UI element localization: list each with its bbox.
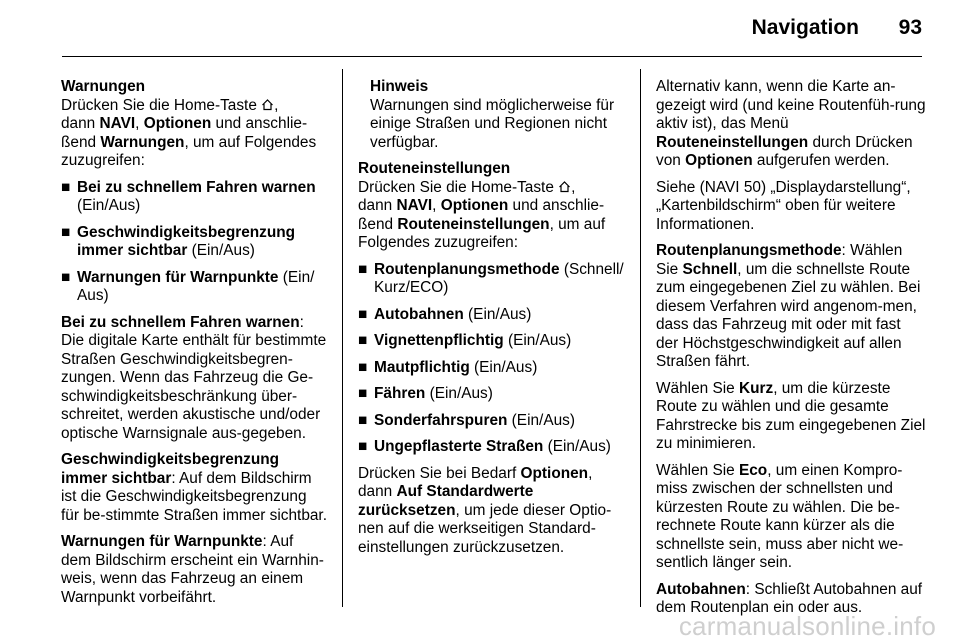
header-rule (62, 56, 922, 57)
paragraph: Wählen Sie Kurz, um die kürzeste Route zu wählen und die gesamte Fahrstrecke bis zum eingegebenen Ziel zu minimieren. (656, 379, 926, 452)
column-2 (358, 78, 626, 565)
list-item: ■ Sonderfahrspuren (Ein/Aus) (358, 411, 575, 429)
home-icon (558, 180, 571, 193)
list-item: ■ Bei zu schnellem Fahren warnen (Ein/Aus) (61, 178, 316, 214)
list-item: ■ Autobahnen (Ein/Aus) (358, 305, 532, 323)
list-item: ■ Ungepflasterte Straßen (Ein/Aus) (358, 438, 611, 455)
list-item: ■ Mautpflichtig (Ein/Aus) (358, 358, 538, 376)
section-heading-routen: Routeneinstellungen (358, 160, 511, 177)
description-paragraph: Geschwindigkeitsbegrenzung immer sichtbar: Auf dem Bildschirm ist die Geschwindigkeitsbegrenzung für be-stimmte Straßen immer sichtbar. (61, 451, 327, 524)
paragraph: Alternativ kann, wenn die Karte an-gezeigt wird (und keine Routenfüh-rung aktiv ist), das Menü Routeneinstellungen durch Drücken von Optionen aufgerufen werden. (656, 78, 926, 169)
column-divider-1 (342, 69, 343, 607)
paragraph: Routenplanungsmethode: Wählen Sie Schnell, um die schnellste Route zum eingegebenen Ziel zu wählen. Bei diesem Verfahren wird angenom-men, dass das Fahrzeug mit oder mit fast der Höchstgeschwindigkeit auf allen Straßen fährt. (656, 242, 921, 370)
section-heading-warnungen: Warnungen (61, 78, 146, 95)
column-1 (61, 78, 327, 615)
list-item: ■ Fähren (Ein/Aus) (358, 385, 493, 402)
page-header (0, 0, 960, 62)
warnungen-intro: Warnungen Drücken Sie die Home-Taste , dann NAVI, Optionen und anschlie- ßend Warnungen, um auf Folgendes zuzugreifen: (61, 78, 317, 169)
list-item: ■ Warnungen für Warnpunkte (Ein/ Aus) (61, 268, 315, 304)
routen-intro: Routeneinstellungen Drücken Sie die Home-Taste , dann NAVI, Optionen und anschlie- ßend Routeneinstellungen, um auf Folgendes zuzugreifen: (358, 160, 606, 251)
column-3 (656, 78, 926, 626)
list-item: ■ Vignettenpflichtig (Ein/Aus) (358, 332, 572, 349)
page-title: Navigation (751, 16, 859, 39)
description-paragraph: Bei zu schnellem Fahren warnen: Die digitale Karte enthält für bestimmte Straßen Geschwindigkeitsbegren-zungen. Wenn das Fahrzeug die Ge-schwindigkeitsbeschränkung über-schreitet, werden akustische und/oder optische Warnsignale aus-gegeben. (61, 313, 327, 442)
reset-paragraph: Drücken Sie bei Bedarf Optionen, dann Auf Standardwerte zurücksetzen, um jede dieser Optio-nen auf die werkseitigen Standard-einstellungen zurückzusetzen. (358, 464, 612, 556)
paragraph: Autobahnen: Schließt Autobahnen auf dem Routenplan ein oder aus. (656, 580, 923, 616)
list-item: ■ Routenplanungsmethode (Schnell/ Kurz/ECO) (358, 260, 624, 296)
paragraph: Wählen Sie Eco, um einen Kompro-miss zwischen der schnellsten und kürzesten Route zu wählen. Die be-rechnete Route kann kürzer als die schnellste sein, muss aber nicht we-sentlich länger sein. (656, 461, 904, 571)
watermark: carmanualsonline.info (678, 611, 936, 641)
description-paragraph: Warnungen für Warnpunkte: Auf dem Bildschirm erscheint ein Warnhin-weis, wenn das Fahrzeug an einem Warnpunkt vorbeifährt. (61, 533, 324, 606)
hint-title: Hinweis (370, 78, 429, 95)
hint-box: Hinweis Warnungen sind möglicherweise für einige Straßen und Regionen nicht verfügbar. (370, 78, 615, 151)
paragraph: Siehe (NAVI 50) „Displaydarstellung“, „Kartenbildschirm“ oben für weitere Informationen. (656, 178, 911, 233)
list-item: ■ Geschwindigkeitsbegrenzung immer sichtbar (Ein/Aus) (61, 223, 296, 259)
page-number: 93 (898, 16, 922, 39)
home-icon (261, 98, 274, 111)
column-divider-2 (640, 69, 641, 607)
